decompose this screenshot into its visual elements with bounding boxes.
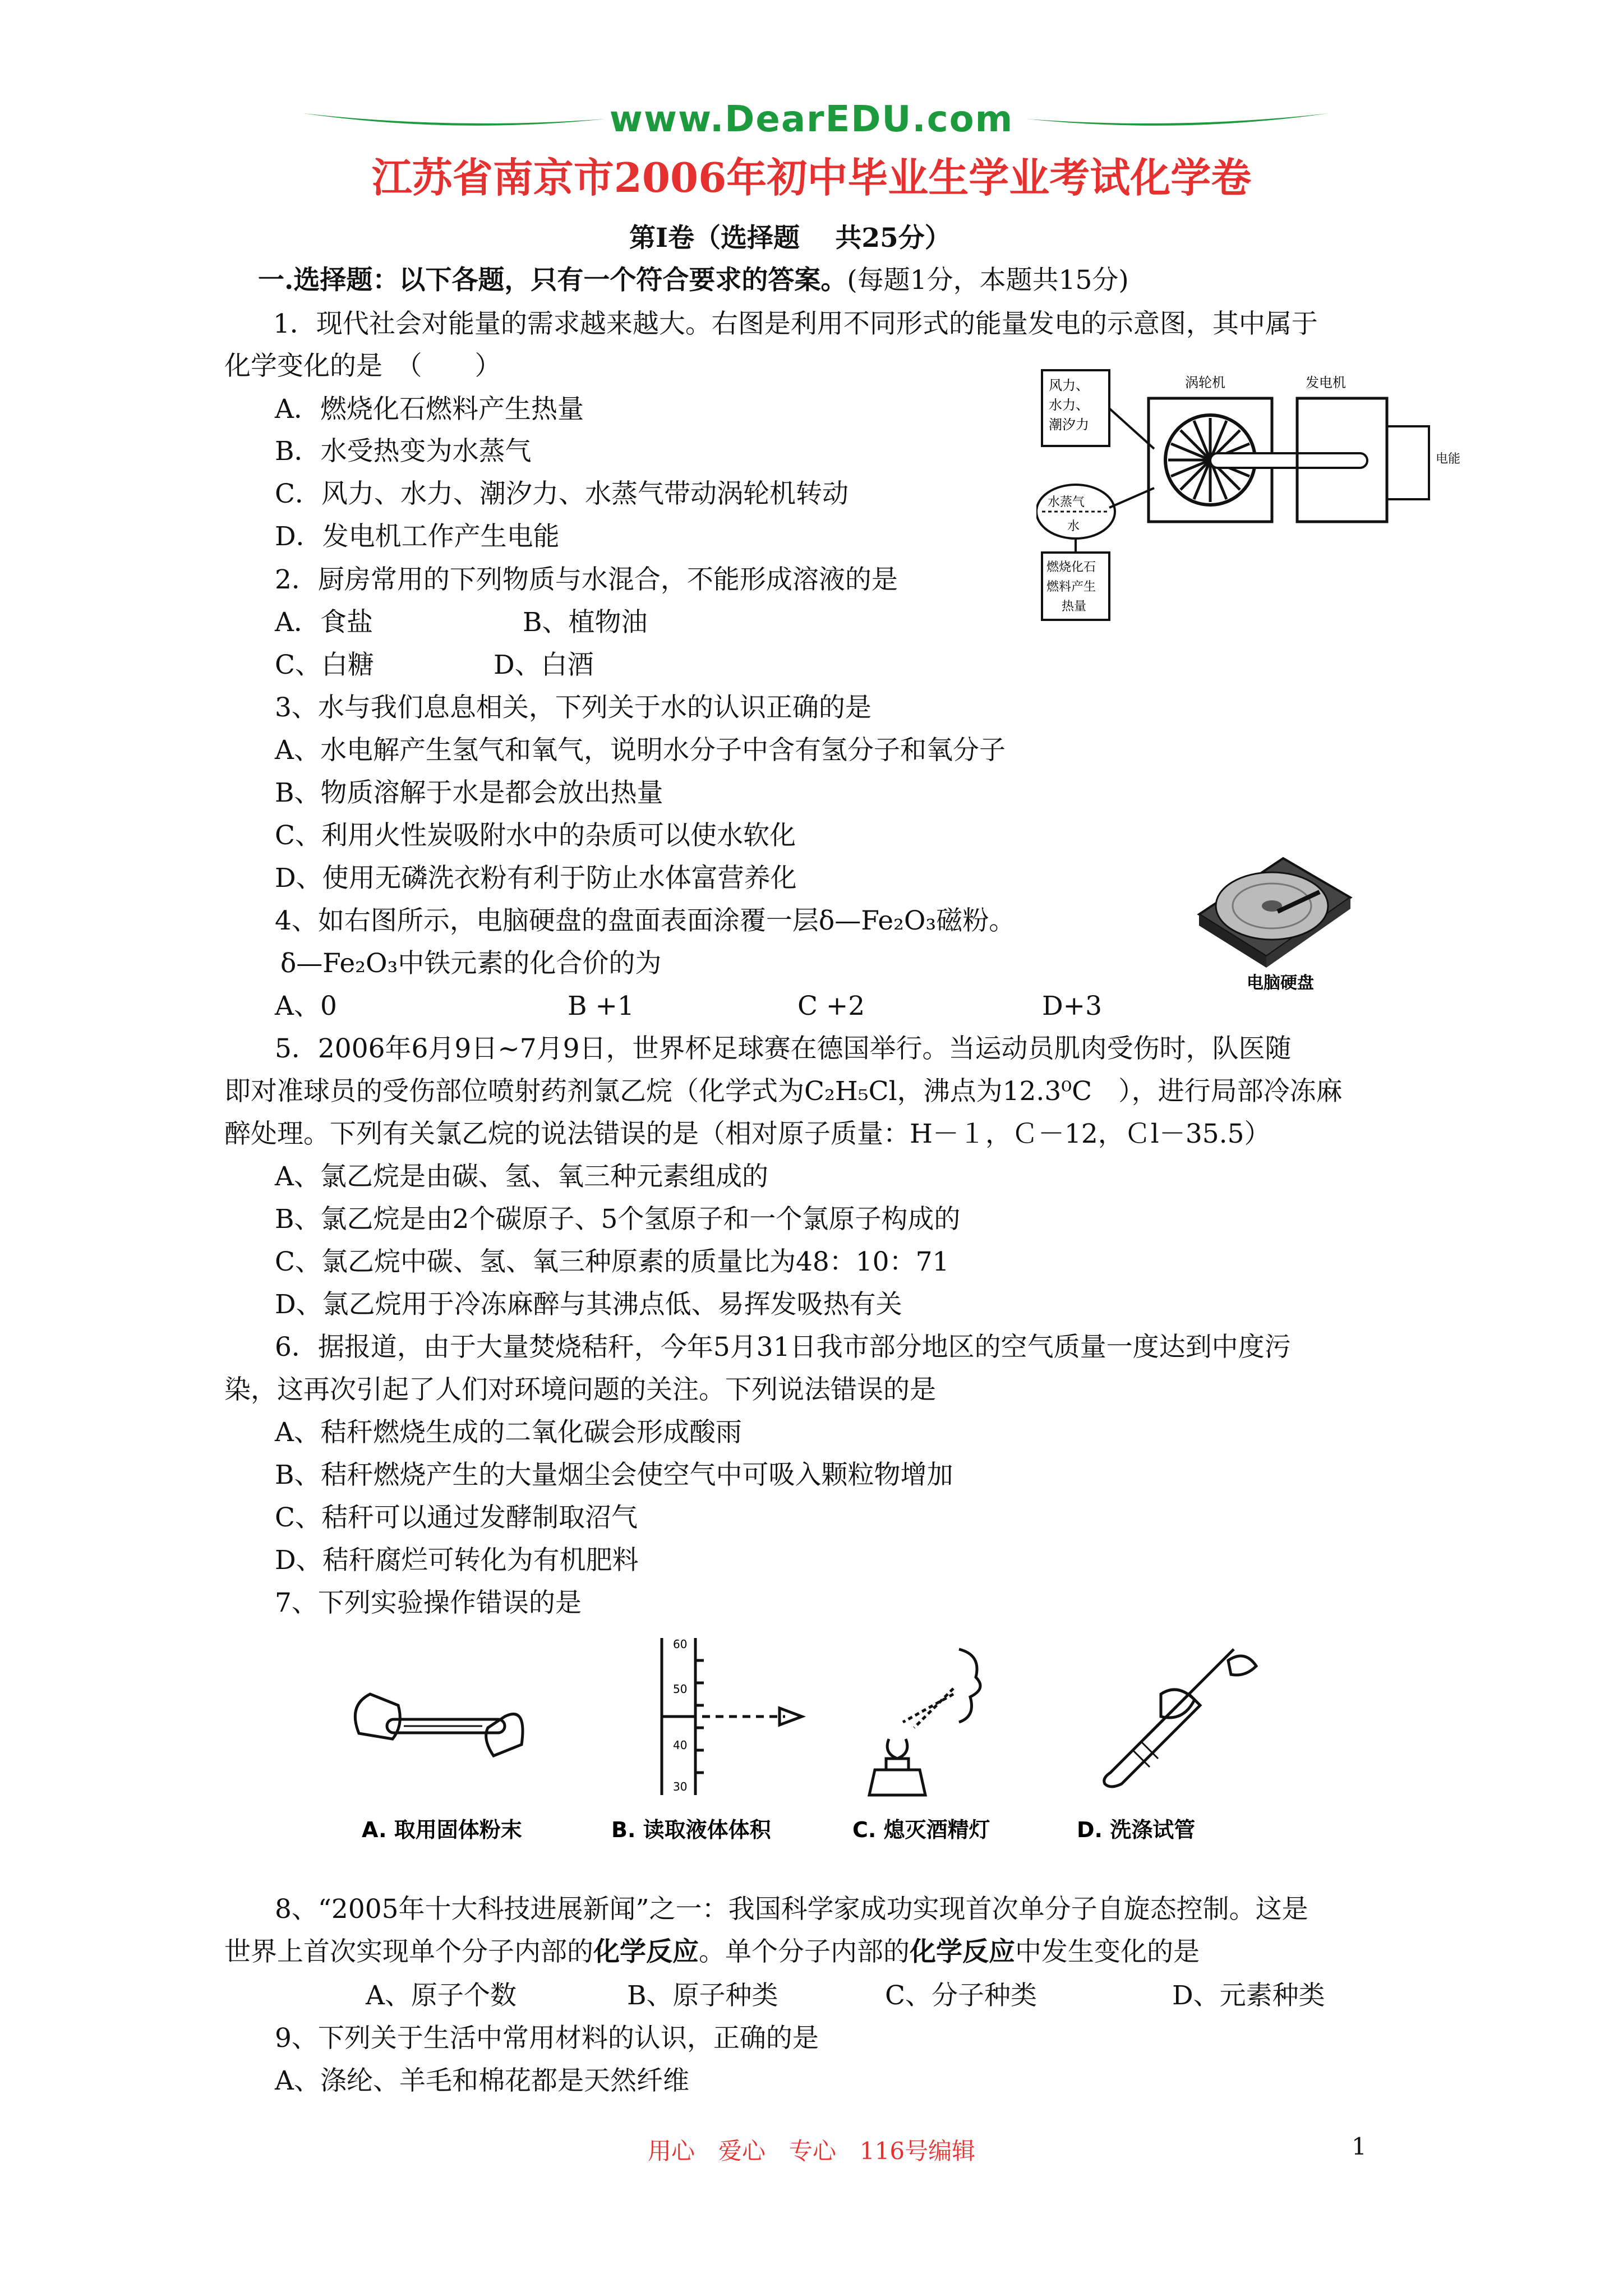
page-number: 1	[1352, 2133, 1367, 2160]
q5-line3: 醉处理。下列有关氯乙烷的说法错误的是（相对原子质量：H－１，Ｃ－12，Ｃl－35.5）	[224, 1119, 1271, 1149]
right-swoosh	[1026, 107, 1329, 135]
fig1-box2-line3: 热量	[1062, 600, 1087, 614]
q4-option-c: C +2	[797, 991, 865, 1022]
q2-stem: 2．厨房常用的下列物质与水混合，不能形成溶液的是	[275, 564, 898, 595]
q2-option-a: A．食盐	[275, 607, 373, 638]
lab-b-tick-60: 60	[673, 1637, 688, 1651]
q8-line1: 8、“2005年十大科技进展新闻”之一：我国科学家成功实现首次单分子自旋态控制。这是	[275, 1894, 1308, 1925]
q3-option-c: C、利用火性炭吸附水中的杂质可以使水软化	[275, 820, 796, 851]
q2-option-d: D、白酒	[494, 650, 594, 680]
lab-b-tick-30: 30	[673, 1780, 688, 1793]
q8-line2	[224, 1935, 1200, 1969]
q3-option-b: B、物质溶解于水是都会放出热量	[275, 777, 663, 808]
section-heading: 第Ⅰ卷（选择题 共25分）	[629, 223, 951, 254]
lab-c-illustration	[869, 1649, 980, 1795]
lab-caption-c: C. 熄灭酒精灯	[852, 1818, 990, 1842]
fig1-box2-line1: 燃烧化石	[1046, 560, 1096, 574]
fig1-box1-line3: 潮汐力	[1049, 417, 1089, 432]
part1-note: (每题1分，本题共15分)	[847, 265, 1129, 296]
q1-line1: 1．现代社会对能量的需求越来越大。右图是利用不同形式的能量发电的示意图，其中属于	[273, 309, 1318, 339]
q4-line2: δ—Fe₂O₃中铁元素的化合价的为	[280, 948, 662, 979]
fig1-ellipse-top: 水蒸气	[1048, 495, 1085, 509]
q8-bold-1: 化学反应	[593, 1936, 699, 1967]
q6-option-d: D、秸秆腐烂可转化为有机肥料	[275, 1545, 639, 1576]
q6-option-c: C、秸秆可以通过发酵制取沼气	[275, 1502, 638, 1533]
q5-line1: 5．2006年6月9日~7月9日，世界杯足球赛在德国举行。当运动员肌肉受伤时，队医随	[275, 1033, 1292, 1064]
q5-option-d: D、氯乙烷用于冷冻麻醉与其沸点低、易挥发吸热有关	[275, 1289, 902, 1320]
q2-option-c: C、白糖	[275, 650, 374, 680]
q3-option-a: A、水电解产生氢气和氧气，说明水分子中含有氢分子和氧分子	[275, 735, 1006, 766]
fig1-box1-line2: 水力、	[1049, 397, 1089, 413]
lab-a-illustration	[355, 1694, 523, 1756]
lab-b-illustration	[662, 1638, 802, 1795]
q8-option-c: C、分子种类	[885, 1980, 1037, 2011]
hard-disk-figure	[1188, 830, 1356, 999]
q5-option-c: C、氯乙烷中碳、氢、氧三种原素的质量比为48：10：71	[275, 1246, 949, 1277]
lab-caption-d: D. 洗涤试管	[1077, 1818, 1196, 1842]
hard-disk-caption: 电脑硬盘	[1247, 973, 1314, 993]
q6-line1: 6．据报道，由于大量焚烧秸秆，今年5月31日我市部分地区的空气质量一度达到中度污	[275, 1332, 1291, 1363]
fig1-ellipse-bottom: 水	[1067, 519, 1080, 533]
q9-stem: 9、下列关于生活中常用材料的认识，正确的是	[275, 2023, 819, 2054]
q4-option-d: D+3	[1042, 991, 1102, 1022]
site-logo[interactable]: www.DearEDU.com	[609, 99, 1014, 140]
q1-option-c: C．风力、水力、潮汐力、水蒸气带动涡轮机转动	[275, 478, 849, 509]
lab-b-tick-50: 50	[673, 1682, 688, 1696]
lab-operations-figure	[336, 1627, 1290, 1851]
q5-line2: 即对准球员的受伤部位喷射药剂氯乙烷（化学式为C₂H₅Cl，沸点为12.3⁰C ），进行局部冷冻麻	[224, 1076, 1343, 1107]
q8-option-b: B、原子种类	[627, 1980, 778, 2011]
lab-caption-a: A. 取用固体粉末	[362, 1818, 522, 1842]
q7-stem: 7、下列实验操作错误的是	[275, 1588, 582, 1618]
q3-option-d: D、使用无磷洗衣粉有利于防止水体富营养化	[275, 863, 797, 894]
lab-d-illustration	[1104, 1649, 1256, 1787]
q8-bold-2: 化学反应	[910, 1936, 1015, 1967]
fig1-current-label: 电能	[1436, 452, 1461, 466]
q1-line2: 化学变化的是 （ ）	[224, 351, 501, 381]
fig1-turbine-label: 涡轮机	[1185, 375, 1225, 390]
power-generation-figure	[1036, 365, 1485, 623]
fig1-box2-line2: 燃料产生	[1046, 580, 1096, 594]
q8-line2-pre: 世界上首次实现单个分子内部的	[224, 1936, 593, 1967]
q2-option-b: B、植物油	[523, 607, 648, 638]
fig1-box1-line1: 风力、	[1049, 378, 1089, 393]
q4-option-b: B +1	[568, 991, 634, 1022]
q6-line2: 染，这再次引起了人们对环境问题的关注。下列说法错误的是	[224, 1374, 936, 1405]
page-title: 江苏省南京市2006年初中毕业生学业考试化学卷	[371, 154, 1252, 201]
q8-line2-mid: 。单个分子内部的	[699, 1936, 910, 1967]
lab-b-tick-40: 40	[673, 1738, 688, 1752]
q4-line1: 4、如右图所示，电脑硬盘的盘面表面涂覆一层δ—Fe₂O₃磁粉。	[275, 905, 1016, 936]
q1-option-d: D．发电机工作产生电能	[275, 521, 560, 552]
q1-option-b: B．水受热变为水蒸气	[275, 436, 532, 467]
part1-bold: 一.选择题：以下各题，只有一个符合要求的答案。	[258, 265, 847, 296]
q1-option-a: A．燃烧化石燃料产生热量	[275, 394, 584, 425]
q5-option-b: B、氯乙烷是由2个碳原子、5个氢原子和一个氯原子构成的	[275, 1204, 961, 1235]
page-footer: 用心 爱心 专心 116号编辑	[647, 2137, 976, 2165]
q9-option-a: A、涤纶、羊毛和棉花都是天然纤维	[275, 2065, 689, 2096]
q8-option-d: D、元素种类	[1172, 1980, 1325, 2011]
fig1-generator-label: 发电机	[1306, 375, 1346, 390]
q5-option-a: A、氯乙烷是由碳、氢、氧三种元素组成的	[275, 1161, 768, 1192]
q3-stem: 3、水与我们息息相关，下列关于水的认识正确的是	[275, 692, 872, 723]
q6-option-a: A、秸秆燃烧生成的二氧化碳会形成酸雨	[275, 1417, 742, 1448]
part1-instructions	[258, 264, 1129, 297]
q4-option-a: A、0	[275, 991, 337, 1022]
q8-line2-post: 中发生变化的是	[1015, 1936, 1200, 1967]
q6-option-b: B、秸秆燃烧产生的大量烟尘会使空气中可吸入颗粒物增加	[275, 1460, 953, 1490]
lab-caption-b: B. 读取液体体积	[611, 1818, 771, 1842]
q8-option-a: A、原子个数	[366, 1980, 517, 2011]
